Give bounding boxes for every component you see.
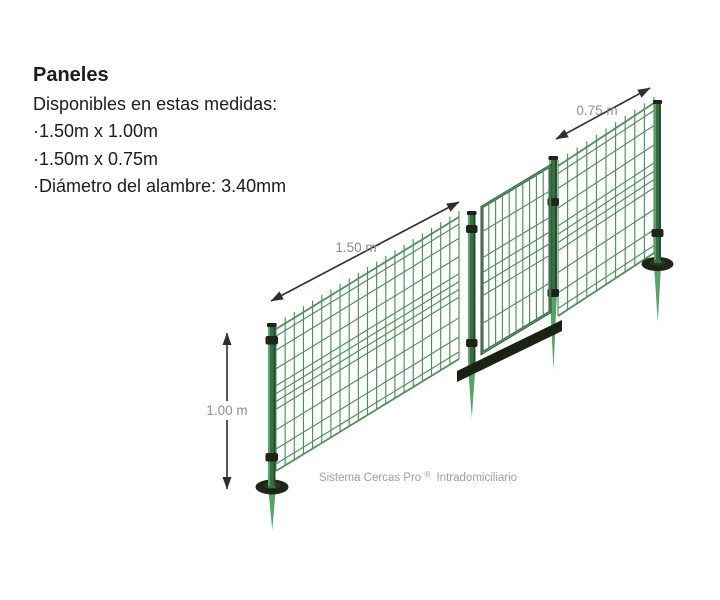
diagram-caption [319,468,517,484]
spec-item-wire-diameter: ·Diámetro del alambre: 3.40mm [33,176,287,196]
spec-item-size-2: ·1.50m x 0.75m [33,148,159,169]
post-cap-left [267,323,277,327]
post-cap-gate-left [467,211,477,215]
clamp-left-bottom [266,453,279,462]
spec-list [33,118,286,201]
dim-label-width-large: 1.50 m [335,240,377,255]
caption-brand: Sistema Cercas Pro [318,472,422,484]
clamp-gate-left-top [466,225,478,233]
spec-item-size-1: ·1.50m x 1.00m [33,121,159,141]
caption-suffix: Intradomiciliario [436,472,518,484]
fence-illustration [256,97,674,530]
dim-label-height: 1.00 m [206,403,248,418]
spec-block [33,64,286,201]
post-cap-right [653,100,662,104]
clamp-gate-left-bottom [466,339,478,347]
fence-post-gate-left [466,211,478,418]
fence-post-left [256,323,289,530]
page-title: Paneles [33,64,109,86]
spec-subtitle: Disponibles en estas medidas: [33,94,278,114]
clamp-right [652,229,664,237]
registered-trademark-symbol: ® [424,470,431,479]
gate-panel [482,166,550,353]
dim-label-width-small: 0.75 m [576,103,618,118]
post-cap-gate-right [549,156,559,160]
clamp-left-top [266,336,279,345]
fence-post-right [642,100,674,322]
